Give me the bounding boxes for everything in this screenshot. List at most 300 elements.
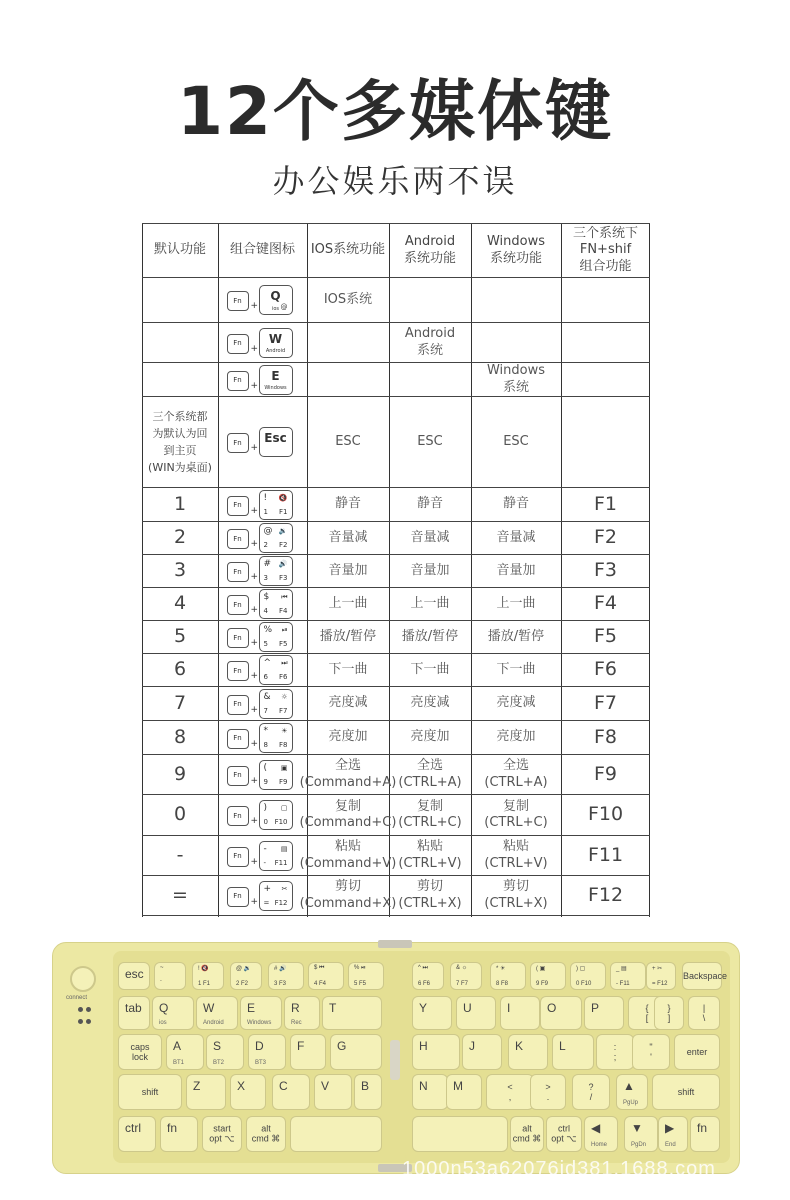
led-indicator (78, 1019, 83, 1024)
shift-function: F5 (593, 625, 618, 648)
shift-function: F4 (593, 592, 618, 615)
ios-function: 下一曲 (328, 661, 368, 677)
key-blank (412, 1116, 508, 1152)
key-legend: $ (263, 592, 270, 602)
key-legend: X (237, 1079, 246, 1093)
default-function: 6 (173, 658, 187, 681)
key-legend: ^ ⏭ (418, 965, 428, 971)
key-legend: 0 (263, 818, 268, 827)
ios-function: 音量减 (328, 529, 368, 545)
table-row (142, 522, 650, 555)
key-combo-icon (223, 587, 303, 621)
key-legend: ⏯ (281, 626, 288, 634)
key-sublegend: PgUp (623, 1100, 639, 1106)
key-legend: shift (141, 1087, 159, 1097)
key-alt (510, 1116, 544, 1152)
ios-function: ESC (335, 433, 361, 449)
key-legend: 9 (263, 777, 268, 786)
key-legend: Q (159, 1001, 169, 1015)
key-f11 (610, 962, 646, 990)
ios-function: 音量加 (328, 562, 368, 578)
table-row (142, 721, 650, 755)
key-legend: ▲ (623, 1079, 635, 1093)
key-legend: M (453, 1079, 463, 1093)
hinge-middle (390, 1040, 400, 1080)
key-legend: N (419, 1079, 428, 1093)
key-legend: ! (263, 492, 268, 503)
key-m (446, 1074, 482, 1110)
android-function: 静音 (416, 496, 443, 512)
table-row (142, 397, 650, 488)
fn-key-icon: Fn (227, 628, 249, 648)
combo-cell (218, 654, 307, 686)
key-legend: 9 F9 (536, 981, 549, 987)
hinge-top (378, 940, 412, 948)
fn-key-icon: Fn (227, 496, 249, 516)
key-legend: B (361, 1079, 370, 1093)
key-legend: + (263, 883, 272, 894)
key-legend: : ; (613, 1042, 617, 1062)
plus-sign: + (250, 775, 259, 786)
key-combo-icon (223, 521, 303, 555)
combo-key-icon (259, 589, 293, 619)
ios-function: 全选 (Command+A) (299, 758, 397, 790)
key-legend: - F11 (616, 981, 630, 987)
combo-key-icon (259, 427, 293, 457)
default-function: 5 (173, 625, 187, 648)
key-combo-icon (223, 425, 303, 459)
key-legend: F1 (279, 507, 288, 516)
shift-function: F9 (593, 762, 618, 785)
table-row (142, 621, 650, 654)
table-row (142, 654, 650, 687)
default-function: 7 (173, 691, 187, 714)
watermark: 1000n53a62076id381.1688.com (402, 1158, 716, 1180)
key-x (230, 1074, 266, 1110)
key-4-f4 (308, 962, 344, 990)
key-shift (652, 1074, 720, 1110)
key-legend: F8 (279, 740, 288, 749)
combo-key-icon (259, 841, 293, 871)
android-function: Android 系统 (404, 326, 456, 358)
key-legend: ☀ (281, 726, 288, 735)
combo-key-icon (259, 881, 293, 911)
key-symbol (654, 996, 684, 1030)
combo-cell (218, 555, 307, 587)
key-legend: H (419, 1039, 428, 1053)
key-symbol (154, 962, 186, 990)
combo-key-icon (259, 622, 293, 652)
windows-function: ESC (503, 433, 529, 449)
table-header: 默认功能 (153, 242, 206, 258)
key-legend: & (263, 691, 271, 702)
key-d (248, 1034, 286, 1070)
key-legend: Y (419, 1001, 428, 1015)
table-header: IOS系统功能 (310, 242, 386, 258)
windows-function: 剪切 (CTRL+X) (484, 879, 548, 911)
key-legend: Esc (264, 431, 287, 445)
key-legend: D (255, 1039, 264, 1053)
key-legend: ` (160, 981, 162, 987)
key-shift (118, 1074, 182, 1110)
key-l (552, 1034, 594, 1070)
key-legend: J (469, 1039, 475, 1053)
fn-key-icon: Fn (227, 847, 249, 867)
power-button (70, 966, 96, 992)
key-sublegend: BT1 (173, 1060, 185, 1066)
key-legend: " ' (649, 1042, 653, 1062)
key-g (330, 1034, 382, 1070)
key-sublegend: Android (203, 1020, 224, 1026)
combo-key-icon (259, 328, 293, 358)
key-legend: F9 (279, 777, 288, 786)
shift-function: F6 (593, 658, 618, 681)
key-sublegend: End (665, 1142, 676, 1148)
key-legend: 3 F3 (274, 981, 287, 987)
key-legend: 8 F8 (496, 981, 509, 987)
android-function (389, 363, 471, 396)
key-j (462, 1034, 502, 1070)
key-legend: F2 (279, 541, 288, 550)
key-legend: 0 F10 (576, 981, 592, 987)
ios-function: 亮度加 (328, 729, 368, 745)
combo-cell (218, 488, 307, 521)
key-legend: ? / (588, 1082, 594, 1102)
key-symbol (596, 1034, 634, 1070)
key-legend: 5 (263, 640, 268, 649)
key-f (290, 1034, 326, 1070)
ios-function: IOS系统 (323, 291, 373, 307)
combo-key-icon (259, 689, 293, 719)
combo-key-icon (259, 760, 293, 790)
default-function: 4 (173, 592, 187, 615)
key-legend: 4 (263, 607, 268, 616)
android-function: 全选 (CTRL+A) (398, 758, 462, 790)
key-legend: E (271, 368, 280, 383)
key-symbol (632, 1034, 670, 1070)
key-legend: enter (686, 1047, 708, 1057)
key-legend: 7 F7 (456, 981, 469, 987)
key-combo-icon (223, 839, 303, 873)
ios-function: 亮度减 (328, 695, 368, 711)
key-legend: tab (125, 1001, 142, 1015)
key-u (456, 996, 496, 1030)
ios-function: 剪切 (Command+X) (299, 879, 397, 911)
key-combo-icon (223, 798, 303, 832)
combo-cell (218, 588, 307, 620)
key-legend: 🔊 (278, 560, 288, 568)
key-legend: * ☀ (496, 966, 506, 972)
key-combo-icon (223, 687, 303, 721)
key-combo-icon (223, 721, 303, 755)
key-legend: ▢ (280, 804, 288, 812)
windows-function: 上一曲 (496, 595, 536, 611)
key-blank (290, 1116, 382, 1152)
key-legend: # 🔊 (274, 966, 287, 972)
combo-key-icon (259, 800, 293, 830)
android-function (389, 278, 471, 322)
ios-function: 静音 (334, 496, 361, 512)
shift-function: F11 (587, 843, 624, 866)
key-legend: = F12 (652, 981, 668, 987)
windows-function: 音量减 (496, 529, 536, 545)
key-legend: @ (280, 303, 288, 312)
plus-sign: + (250, 505, 259, 516)
key-c (272, 1074, 310, 1110)
key-w (196, 996, 238, 1030)
key-legend: % ⏯ (354, 965, 366, 971)
key-legend: Backspace (683, 971, 728, 981)
table-row (142, 278, 650, 323)
key-legend: ✂ (281, 884, 288, 893)
key-legend: ( (263, 762, 268, 773)
shift-function (561, 363, 650, 396)
key-legend: 2 F2 (236, 981, 249, 987)
key-ctrl (118, 1116, 156, 1152)
fn-key-icon: Fn (227, 806, 249, 826)
plus-sign: + (250, 671, 259, 681)
shift-function (561, 323, 650, 362)
combo-cell (218, 363, 307, 396)
plus-sign: + (250, 443, 259, 453)
table-row (142, 687, 650, 721)
combo-key-icon (259, 556, 293, 586)
key-f12 (646, 962, 676, 990)
key-combo-icon (223, 653, 303, 687)
key-legend: 1 (263, 507, 268, 516)
default-function: 1 (173, 492, 187, 515)
key-2-f2 (230, 962, 262, 990)
key-legend: _ ▤ (616, 966, 627, 972)
key-z (186, 1074, 226, 1110)
key-sublegend: PgDn (631, 1142, 647, 1148)
android-function: 音量加 (410, 562, 450, 578)
fn-key-icon: Fn (227, 433, 249, 453)
fn-key-icon: Fn (227, 291, 249, 311)
key-legend: F11 (274, 858, 288, 867)
table-row (142, 795, 650, 836)
key-legend: > . (545, 1082, 551, 1102)
key-combo-icon (223, 554, 303, 588)
key-legend: ctrl (125, 1121, 141, 1135)
key-legend: F10 (274, 818, 288, 827)
windows-function: 复制 (CTRL+C) (484, 798, 548, 830)
key-legend: shift (677, 1087, 695, 1097)
shift-function: F2 (593, 526, 618, 549)
combo-cell (218, 721, 307, 754)
fn-key-icon: Fn (227, 766, 249, 786)
key-legend: 6 F6 (418, 981, 431, 987)
key-legend: $ ⏮ (314, 965, 325, 971)
key-r (284, 996, 320, 1030)
table-header: Android 系统功能 (403, 234, 456, 266)
key-legend: ~ (160, 965, 164, 971)
ios-function: 播放/暂停 (319, 628, 377, 644)
key-legend: F12 (274, 898, 288, 907)
key-symbol (624, 1116, 658, 1152)
key-symbol (584, 1116, 618, 1152)
key-s (206, 1034, 244, 1070)
table-row (142, 323, 650, 363)
key-legend: Windows (264, 385, 287, 392)
key-legend: O (547, 1001, 557, 1015)
combo-cell (218, 876, 307, 915)
connect-label: connect (66, 995, 88, 1001)
key-symbol (530, 1074, 566, 1110)
key-legend: alt cmd ⌘ (251, 1123, 281, 1144)
key-sublegend: BT2 (213, 1060, 225, 1066)
key-legend: L (559, 1039, 566, 1053)
key-6-f6 (412, 962, 444, 990)
key-legend: F4 (279, 607, 288, 616)
key-9-f9 (530, 962, 566, 990)
key-1-f1 (192, 962, 224, 990)
plus-sign: + (250, 539, 259, 549)
plus-sign: + (250, 380, 259, 391)
key-y (412, 996, 452, 1030)
default-function: 8 (173, 725, 187, 748)
key-k (508, 1034, 548, 1070)
key-legend: R (291, 1001, 300, 1015)
default-function: - (176, 843, 184, 866)
fn-key-icon: Fn (227, 695, 249, 715)
key-fn (690, 1116, 720, 1152)
default-function: 三个系统都 为默认为回 到主页 (WIN为桌面) (148, 409, 212, 475)
default-function: 9 (173, 762, 187, 785)
default-function (142, 278, 218, 322)
key-t (322, 996, 382, 1030)
shift-function: F7 (593, 691, 618, 714)
key-legend: = (263, 898, 270, 907)
fn-key-icon: Fn (227, 729, 249, 749)
led-indicator (78, 1007, 83, 1012)
key-legend: ( ▣ (536, 966, 546, 972)
key-ctrl (546, 1116, 582, 1152)
key-v (314, 1074, 352, 1110)
fn-key-icon: Fn (227, 562, 249, 582)
android-function: 播放/暂停 (401, 628, 459, 644)
key-e (240, 996, 282, 1030)
fn-key-icon: Fn (227, 334, 249, 354)
key-legend: 8 (263, 740, 268, 749)
default-function (142, 323, 218, 362)
key-alt (246, 1116, 286, 1152)
combo-cell (218, 755, 307, 794)
key-legend: ios (271, 305, 280, 312)
key-esc (118, 962, 150, 990)
android-function: ESC (417, 433, 443, 449)
key-7-f7 (450, 962, 482, 990)
combo-key-icon (259, 523, 293, 553)
shift-function: F10 (587, 803, 624, 826)
key-legend: Q (270, 289, 281, 303)
table-header: 组合键图标 (229, 242, 295, 258)
windows-function (471, 278, 561, 322)
shift-function: F1 (593, 492, 618, 515)
android-function: 复制 (CTRL+C) (398, 798, 462, 830)
key-legend: % (263, 625, 273, 635)
ios-function (307, 323, 389, 362)
ios-function: 粘贴 (Command+V) (299, 839, 397, 871)
key-legend: ☼ (281, 692, 288, 701)
combo-cell (218, 621, 307, 653)
key-legend: ctrl opt ⌥ (551, 1123, 577, 1144)
key-legend: ) ▢ (576, 966, 586, 972)
combo-cell (218, 522, 307, 554)
key-legend: I (507, 1001, 511, 1015)
key-h (412, 1034, 460, 1070)
fn-key-icon: Fn (227, 661, 249, 681)
key-legend: caps lock (130, 1042, 150, 1062)
android-function: 亮度减 (410, 695, 450, 711)
windows-function: Windows 系统 (486, 363, 546, 395)
plus-sign: + (250, 605, 259, 615)
key-sublegend: Home (591, 1142, 608, 1148)
key-start (202, 1116, 242, 1152)
shift-function (561, 397, 650, 487)
key-legend: F (297, 1039, 305, 1053)
key-combo-icon (223, 326, 303, 360)
windows-function: 全选 (CTRL+A) (484, 758, 548, 790)
key-legend: K (515, 1039, 524, 1053)
led-indicator (86, 1019, 91, 1024)
key-legend: U (463, 1001, 472, 1015)
plus-sign: + (250, 301, 259, 311)
android-function: 下一曲 (410, 661, 450, 677)
key-n (412, 1074, 448, 1110)
key-legend: P (591, 1001, 600, 1015)
key-sublegend: BT3 (255, 1060, 267, 1066)
plus-sign: + (250, 738, 259, 749)
android-function: 剪切 (CTRL+X) (398, 879, 462, 911)
combo-key-icon (259, 490, 293, 520)
android-function: 粘贴 (CTRL+V) (398, 839, 462, 871)
key-backspace (682, 962, 728, 990)
key-legend: A (173, 1039, 182, 1053)
default-function (142, 363, 218, 396)
key-legend: 4 F4 (314, 981, 327, 987)
key-legend: < , (507, 1082, 513, 1102)
table-row (142, 588, 650, 621)
key-combo-icon (223, 620, 303, 654)
key-legend: ⏭ (281, 659, 288, 667)
page-subtitle: 办公娱乐两不误 (272, 162, 518, 200)
key-0-f10 (570, 962, 606, 990)
key-caps (118, 1034, 162, 1070)
plus-sign: + (250, 572, 259, 582)
combo-cell (218, 795, 307, 835)
led-indicator (86, 1007, 91, 1012)
key-legend: - (263, 843, 267, 854)
key-legend: | \ (702, 1003, 706, 1023)
fn-key-icon: Fn (227, 529, 249, 549)
combo-key-icon (259, 365, 293, 395)
key-8-f8 (490, 962, 526, 990)
function-table (142, 223, 650, 917)
plus-sign: + (250, 704, 259, 715)
combo-key-icon (259, 723, 293, 753)
key-legend: 1 F1 (198, 981, 211, 987)
plus-sign: + (250, 638, 259, 648)
key-legend: Z (193, 1079, 201, 1093)
key-i (500, 996, 540, 1030)
key-legend: E (247, 1001, 256, 1015)
key-combo-icon (223, 283, 303, 317)
combo-key-icon (259, 285, 293, 315)
plus-sign: + (250, 816, 259, 826)
android-function: 上一曲 (410, 595, 450, 611)
key-legend: ▣ (280, 763, 288, 772)
